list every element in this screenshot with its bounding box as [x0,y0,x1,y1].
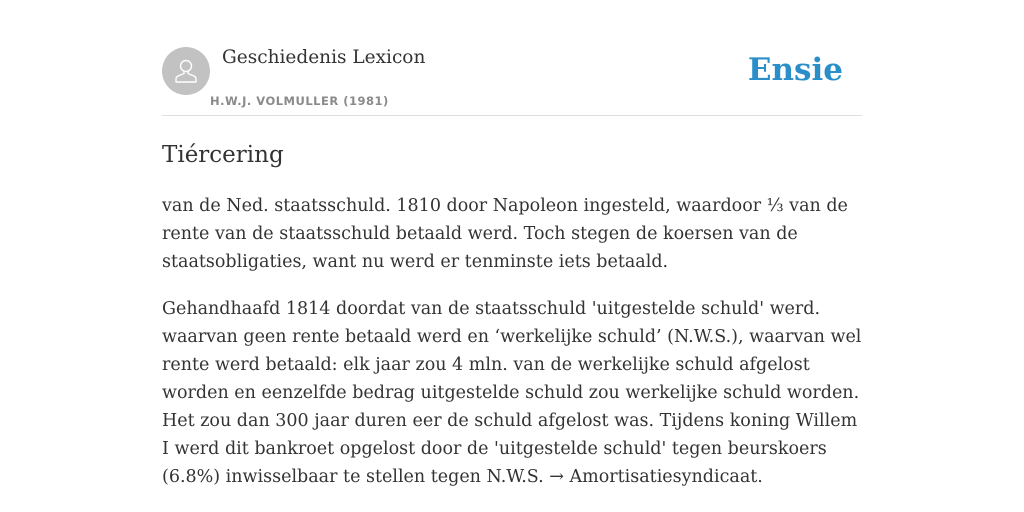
entry-paragraph-1: van de Ned. staatsschuld. 1810 door Napoleon ingesteld, waardoor ⅓ van de rente van de staatsschuld betaald werd. Toch stegen de koersen van de staatsobligaties, want nu werd er tenminste iets betaald. [162,196,848,272]
user-icon [171,56,201,86]
entry-paragraph-2: Gehandhaafd 1814 doordat van de staatsschuld 'uitgestelde schuld' werd. waarvan geen rente betaald werd en ‘werkelijke schuld’ (N.W.S.), waarvan wel rente werd betaald: elk jaar zou 4 mln. van de werkelijke schuld afgelost worden en eenzelfde bedrag uitgestelde schuld zou werkelijke schuld worden. Het zou dan 300 jaar duren eer de schuld afgelost was. Tijdens koning Willem I werd dit bankroet opgelost door de 'uitgestelde schuld' tegen beurskoers (6.8%) inwisselbaar te stellen tegen N.W.S. → Amortisatiesyndicaat. [162,299,862,487]
source-author[interactable]: H.W.J. VOLMULLER (1981) [210,94,389,108]
brand-logo[interactable]: Ensie [747,52,843,88]
avatar[interactable] [162,47,210,95]
source-title[interactable]: Geschiedenis Lexicon [222,47,426,68]
entry-body [162,192,862,510]
entry-title: Tiércering [162,142,284,168]
header-divider [162,115,862,116]
